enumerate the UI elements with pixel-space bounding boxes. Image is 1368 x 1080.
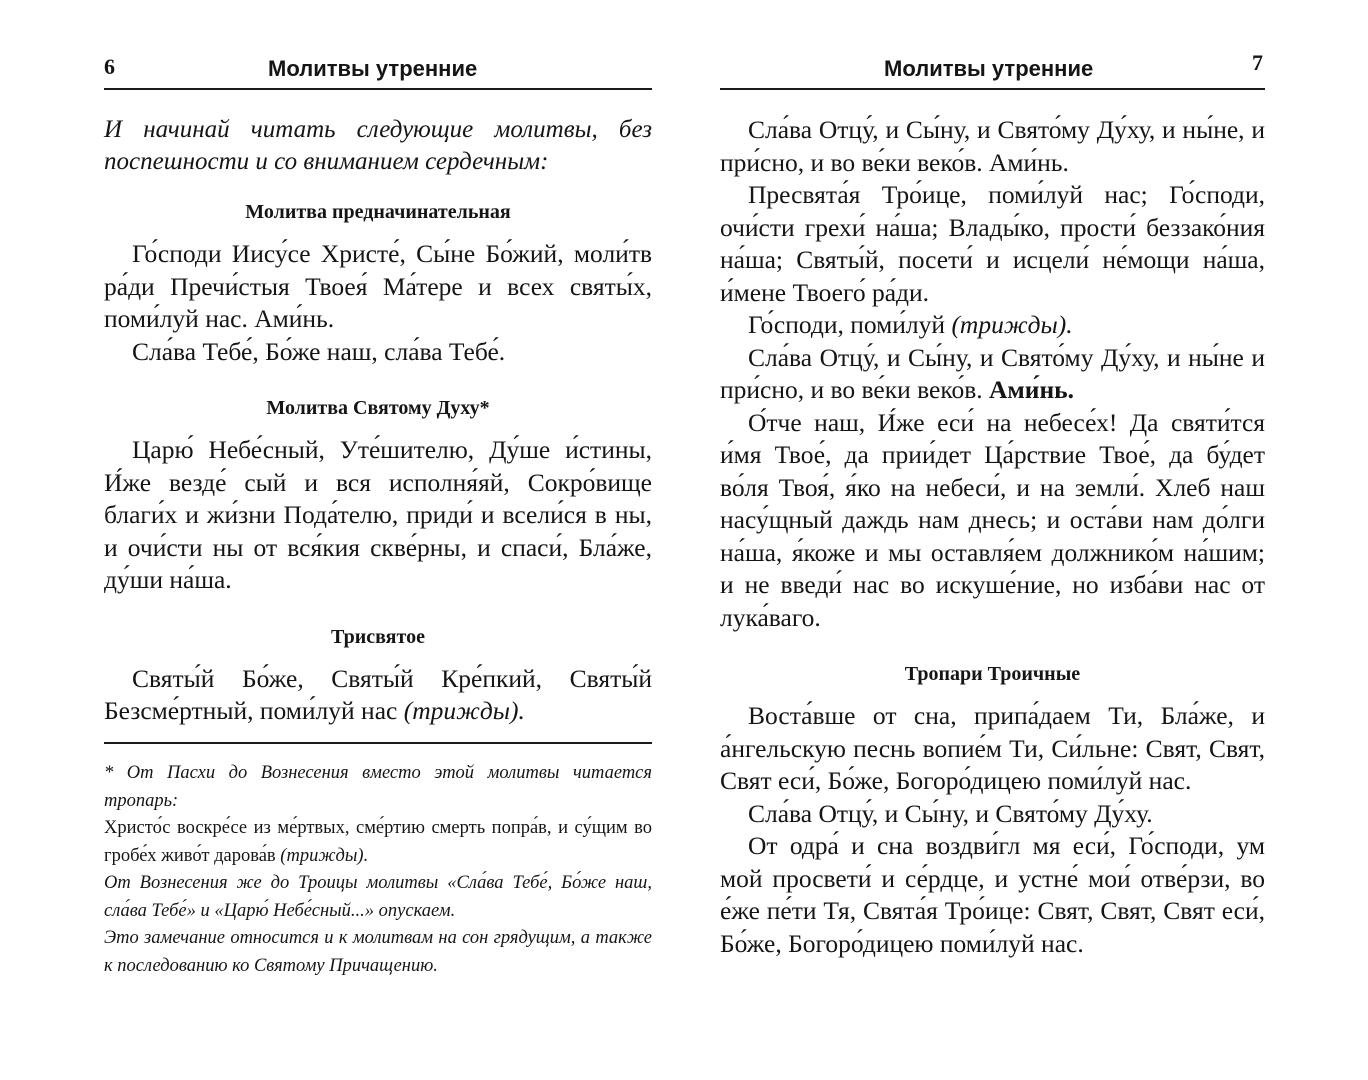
prayer-paragraph <box>104 663 652 728</box>
section-heading: Молитва Святому Духу* <box>266 397 490 419</box>
section-heading: Тропари Троичные <box>904 663 1081 685</box>
rubric-thrice: (трижды). <box>951 310 1073 339</box>
footnote <box>104 760 652 980</box>
left-running-head <box>104 54 652 90</box>
section-heading: Трисвятое <box>331 625 425 648</box>
page-number: 7 <box>1252 50 1263 75</box>
running-title: Молитвы утренние <box>268 56 478 81</box>
page-number: 6 <box>104 54 115 79</box>
prayer-text: Го́споди, поми́луй <box>748 310 946 339</box>
lords-prayer: О́тче наш, И́же еси́ на небесе́х! Да святи́тся и́мя Твое́, да прии́дет Ца́рствие Твое́, да бу́дет во́ля Твоя́, я́ко на небеси́, и на земли́. Хлеб наш насу́щный даждь нам днесь; и оста́ви нам до́лги на́ша, я́коже и мы оставля́ем должнико́м на́шим; и не введи́ нас во искуше́ние, но изба́ви нас от лука́ваго. <box>720 407 1265 632</box>
rubric-thrice: (трижды). <box>280 845 369 866</box>
prayer-paragraph <box>720 342 1265 407</box>
prayer-paragraph: Пресвята́я Тро́ице, поми́луй нас; Го́споди, очи́сти грехи́ на́ша; Влады́ко, прости́ беззако́ния на́ша; Святы́й, посети́ и исцели́ не́мощи на́ша, и́мене Твоего́ ра́ди. <box>720 180 1265 307</box>
amen-word: Ами́нь. <box>988 375 1075 404</box>
prayer-paragraph <box>720 309 1265 342</box>
troparion: Сла́ва Отцу́, и Сы́ну, и Свято́му Ду́ху. <box>748 798 1153 828</box>
prayer-paragraph: Сла́ва Отцу́, и Сы́ну, и Свято́му Ду́ху, и ны́не, и при́сно, и во ве́ки веко́в. Ами́нь. <box>720 115 1265 177</box>
footnote-line: Это замечание относится и к молитвам на сон грядущим, а также к последованию ко Святому Причащению. <box>104 928 652 976</box>
troparion: Воста́вше от сна, припа́даем Ти, Бла́же, и а́нгельскую песнь вопие́м Ти, Си́льне: Свят, Свят, Свят еси́, Бо́же, Богоро́дицею поми́луй нас. <box>720 701 1265 795</box>
left-content <box>104 114 652 728</box>
rubric-thrice: (трижды). <box>403 696 525 725</box>
troparion: От одра́ и сна воздви́гл мя еси́, Го́споди, ум мой просвети́ и се́рдце, и устне́ мои́ отве́рзи, во е́же пе́ти Тя, Свята́я Тро́ице: Свят, Свят, Свят еси́, Бо́же, Богоро́дицею поми́луй нас. <box>720 831 1265 958</box>
running-title: Молитвы утренние <box>884 56 1094 81</box>
prayer-paragraph: Го́споди Иису́се Христе́, Сы́не Бо́жий, моли́тв ра́ди Пречи́стыя Твоея́ Ма́тере и всех святы́х, поми́луй нас. Ами́нь. <box>104 239 652 333</box>
footnote-line: * От Пасхи до Вознесения вместо этой молитвы читается тропарь: <box>104 763 652 811</box>
right-running-head <box>720 50 1265 90</box>
footnote-line <box>104 815 652 870</box>
prayer-text: Святы́й Бо́же, Святы́й Кре́пкий, Святы́й Безсме́ртный, поми́луй нас <box>104 663 652 725</box>
footnote-text: Христо́с воскре́се из ме́ртвых, сме́ртию смерть попра́в, и су́щим во гробе́х живо́т дарова́в <box>104 818 652 866</box>
right-content <box>720 114 1265 960</box>
intro-instruction: И начинай читать следующие молитвы, без поспешности и со вниманием сердечным: <box>104 116 652 175</box>
section-heading: Молитва предначинательная <box>245 201 511 223</box>
footnote-line: От Вознесения же до Троицы молитвы «Сла́ва Тебе́, Бо́же наш, сла́ва Тебе́» и «Царю́ Небе́сный...» опускаем. <box>104 873 652 921</box>
prayer-paragraph: Сла́ва Тебе́, Бо́же наш, сла́ва Тебе́. <box>132 336 506 366</box>
footnote-divider <box>104 742 652 744</box>
prayer-paragraph: Царю́ Небе́сный, Уте́шителю, Ду́ше и́стины, И́же везде́ сый и вся исполня́яй, Сокро́вище благи́х и жи́зни Пода́телю, приди́ и всели́ся в ны, и очи́сти ны от вся́кия скве́рны, и спаси́, Бла́же, ду́ши на́ша. <box>104 435 652 594</box>
prayer-text: Сла́ва Отцу́, и Сы́ну, и Свято́му Ду́ху, и ны́не и при́сно, и во ве́ки веко́в. <box>720 342 1265 404</box>
